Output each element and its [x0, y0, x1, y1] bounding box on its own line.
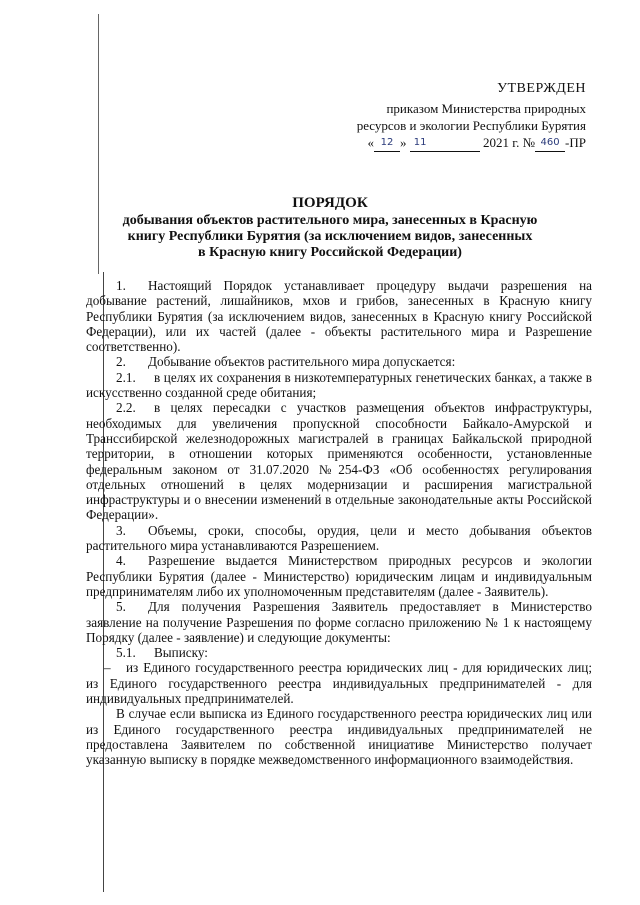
handwritten-day: 12: [380, 137, 394, 148]
open-quote: «: [367, 135, 375, 150]
approval-line-2: ресурсов и экологии Республики Бурятия: [356, 118, 586, 133]
paragraph-5: 5. Для получения Разрешения Заявитель предоставляет в Министерство заявление на получение Разрешения по форме согласно приложению № 1 к настоящему Порядку (далее - заявление) и следующие документы:: [86, 599, 592, 645]
paragraph-3: 3. Объемы, сроки, способы, орудия, цели и место добывания объектов растительного мира устанавливаются Разрешением.: [86, 522, 592, 554]
paragraph-1: 1. Настоящий Порядок устанавливает процедуру выдачи разрешения на добывание растений, лишайников, мхов и грибов, занесенных в Красную книгу Республики Бурятия (за исключением видов, занесенных в Красную книгу Российской Федерации), или их частей (далее - объекты растительного мира и Разрешение соответственно).: [86, 278, 592, 355]
number-field: [535, 136, 565, 152]
approval-date-line: [286, 134, 586, 152]
title-sub-1: добывания объектов растительного мира, занесенных в Красную: [122, 213, 538, 228]
paragraph-2-1: 2.1. в целях их сохранения в низкотемпературных генетических банках, а также в искусственно созданной среде обитания;: [86, 369, 592, 401]
document-title: [80, 195, 580, 261]
title-sub-3: в Красную книгу Российской Федерации): [198, 245, 462, 260]
title-sub-2: книгу Республики Бурятия (за исключением видов, занесенных: [127, 229, 533, 244]
paragraph-5-1: 5.1. Выписку:: [116, 645, 208, 661]
paragraph-2-2: 2.2. в целях пересадки с участков размещения объектов инфраструктуры, необходимых для увеличения пропускной способности Байкало-Амурской и Транссибирской железнодорожных магистралей в границах Байкальской природной территории, в отношении которых применяются особенности, установленные федеральным законом от 31.07.2020 №254-ФЗ «Об особенностях регулирования отдельных отношений в целях модернизации и расширения магистральной инфраструктуры и о внесении изменений в отдельные законодательные акты Российской Федерации».: [86, 400, 592, 523]
approval-heading: УТВЕРЖДЕН: [497, 81, 586, 96]
year: 2021 г.: [483, 135, 520, 150]
title-main: ПОРЯДОК: [292, 195, 368, 211]
paragraph-2: 2. Добывание объектов растительного мира допускается:: [116, 354, 456, 370]
paragraph-4: 4. Разрешение выдается Министерством природных ресурсов и экологии Республики Бурятия (далее - Министерство) юридическим лицам и индивидуальным предпринимателям либо их уполномоченным представителям (далее - Заявитель).: [86, 553, 592, 599]
handwritten-number: 460: [540, 137, 560, 148]
paragraph-extract-note: В случае если выписка из Единого государственного реестра юридических лиц или из Единого государственного реестра индивидуальных предпринимателей не предоставлена Заявителем по собственной инициативе Министерство получает указанную выписку в порядке межведомственного информационного взаимодействия.: [86, 706, 592, 768]
close-quote: »: [400, 135, 407, 150]
approval-block: [286, 80, 586, 152]
number-suffix: -ПР: [565, 135, 586, 150]
handwritten-month: 11: [413, 137, 427, 148]
paragraph-dash-item: – из Единого государственного реестра юридических лиц - для юридических лиц; из Единого государственного реестра индивидуальных предпринимателей - для индивидуальных предпринимателей.: [86, 660, 592, 707]
day-field: [374, 136, 400, 152]
month-field: [410, 136, 480, 152]
approval-line-1: приказом Министерства природных: [386, 101, 586, 116]
number-label: №: [522, 135, 536, 150]
document-body: [86, 278, 592, 768]
